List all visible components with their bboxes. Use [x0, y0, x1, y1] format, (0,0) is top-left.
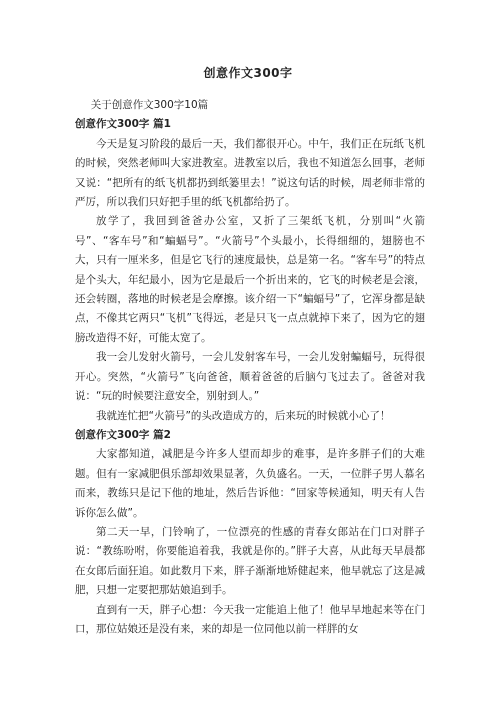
document-body — [75, 96, 425, 639]
paragraph: 直到有一天，胖子心想：今天我一定能追上他了！他早早地起来等在门口，那位姑娘还是没有来，来的却是一位同他以前一样胖的女 — [75, 603, 425, 635]
section-heading: 创意作文300字 篇2 — [75, 428, 171, 441]
document-intro: 关于创意作文300字10篇 — [90, 99, 209, 111]
paragraph: 我一会儿发射火箭号，一会儿发射客车号，一会儿发射蝙蝠号，玩得很开心。突然，“火箭号”飞向爸爸，顺着爸爸的后脑勺飞过去了。爸爸对我说：“玩的时候要注意安全，别射到人。” — [75, 351, 425, 403]
paragraph: 第二天一早，门铃响了，一位漂亮的性感的青春女郎站在门口对胖子说：“教练吩咐，你要能追着我，我就是你的。”胖子大喜，从此每天早晨都在女郎后面狂追。如此数月下来，胖子渐渐地矫健起来，他早就忘了这是减肥，只想一定要把那姑娘追到手。 — [75, 525, 425, 597]
document-title: 创意作文300字 — [203, 66, 293, 80]
section-heading: 创意作文300字 篇1 — [75, 118, 171, 131]
paragraph: 今天是复习阶段的最后一天，我们都很开心。中午，我们正在玩纸飞机的时候，突然老师叫大家进教室。进教室以后，我也不知道怎么回事，老师又说：“把所有的纸飞机都扔到纸篓里去！”说这句话的时候，周老师非常的严厉，所以我们只好把手里的纸飞机都给扔了。 — [75, 137, 425, 209]
paragraph: 大家都知道，减肥是今许多人望而却步的难事，是许多胖子们的大难题。但有一家减肥俱乐部却效果显著，久负盛名。一天，一位胖子男人慕名而来，教练只是记下他的地址，然后告诉他：“回家等候通知，明天有人告诉你怎么做”。 — [75, 448, 425, 519]
paragraph: 放学了，我回到爸爸办公室，又折了三架纸飞机，分别叫“火箭号”、“客车号”和“蝙蝠号”。“火箭号”个头最小，长得细细的，翅膀也不大，只有一厘米多，但是它飞行的速度最快，总是第一名。“客车号”的特点是个头大，年纪最小，因为它是最后一个折出来的，它飞的时候老是会滚，还会转圈，落地的时候老是会摩擦。该介绍一下“蝙蝠号”了，它浑身都是缺点，不像其它两只“飞机”飞得远，老是只飞一点点就掉下来了，因为它的翅膀改造得不好，可能太宽了。 — [75, 215, 425, 344]
paragraph: 我就连忙把“火箭号”的头改造成方的，后来玩的时候就小心了！ — [96, 409, 391, 422]
